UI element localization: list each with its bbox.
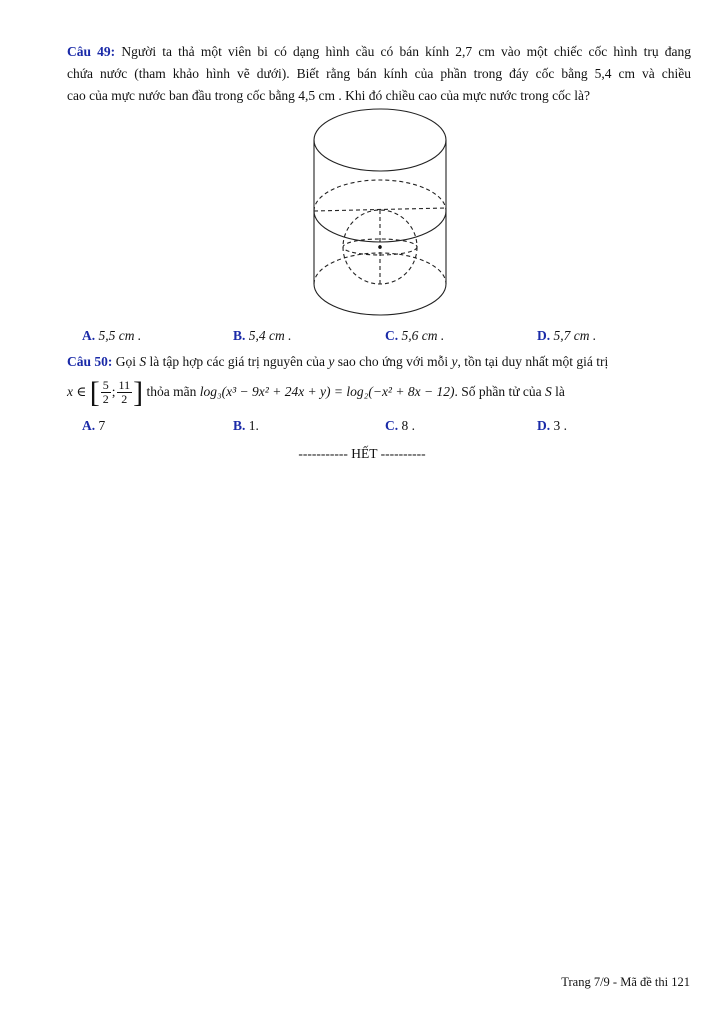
cylinder-top-ellipse: [314, 109, 446, 171]
choice-text: 7: [98, 418, 106, 433]
q50-tail-b: là: [555, 384, 565, 399]
water-level-back: [314, 180, 446, 211]
q50-tail-a: . Số phần tử của: [454, 384, 542, 399]
choice-letter: D.: [537, 328, 551, 343]
q49-line-2: chứa nước (tham khảo hình vẽ dưới). Biết rằng bán kính của phần trong đáy cốc bằng 5,4 cm và chiều: [67, 66, 691, 81]
fraction-2: [117, 379, 133, 406]
q50-text-d: , tồn tại duy nhất một giá trị: [457, 354, 609, 369]
choice-text: 5,4 cm .: [248, 328, 292, 343]
q50-choice-c[interactable]: [385, 418, 415, 434]
choice-letter: C.: [385, 328, 399, 343]
q50-choice-d[interactable]: [537, 418, 567, 434]
q50-choice-b[interactable]: [233, 418, 259, 434]
sphere-center: [378, 245, 382, 249]
var-s: S: [139, 354, 147, 369]
q50-line-1: [67, 351, 691, 373]
q49-line-1: [67, 41, 691, 63]
q50-text-c: sao cho ứng với mỗi: [337, 354, 449, 369]
frac2-num: 11: [118, 378, 131, 393]
frac1-den: 2: [102, 392, 109, 407]
choice-letter: D.: [537, 418, 551, 433]
q49-choice-b[interactable]: [233, 328, 292, 344]
bottom-front: [314, 284, 446, 315]
choice-text: 5,7 cm .: [553, 328, 597, 343]
choice-text: 8 .: [401, 418, 415, 433]
right-bracket: ]: [133, 375, 144, 409]
choice-text: 5,5 cm .: [98, 328, 142, 343]
frac2-den: 2: [121, 392, 128, 407]
page-footer: Trang 7/9 - Mã đề thi 121: [561, 975, 690, 989]
choice-letter: B.: [233, 418, 246, 433]
var-y: y: [328, 354, 335, 369]
q50-choice-a[interactable]: [82, 418, 105, 434]
q50-text-b: là tập hợp các giá trị nguyên của: [149, 354, 325, 369]
q49-choices: [82, 328, 682, 348]
q49-choice-d[interactable]: [537, 328, 596, 344]
var-s-2: S: [545, 384, 552, 399]
choice-text: 3 .: [553, 418, 567, 433]
end-marker: ----------- HẾT ----------: [298, 446, 426, 461]
q49-choice-a[interactable]: [82, 328, 141, 344]
q49-text-1: Người ta thả một viên bi có dạng hình cầu có bán kính 2,7 cm vào một chiếc cốc hình trụ đang: [121, 44, 692, 59]
choice-text: 5,6 cm .: [401, 328, 445, 343]
choice-letter: A.: [82, 328, 96, 343]
choice-letter: B.: [233, 328, 246, 343]
fraction-1: [101, 379, 111, 406]
choice-letter: C.: [385, 418, 399, 433]
frac1-num: 5: [102, 378, 109, 393]
left-bracket: [: [89, 375, 100, 409]
q49-line-3: cao của mực nước ban đầu trong cốc bằng 4,5 cm . Khi đó chiều cao của mực nước trong cốc là?: [67, 88, 590, 103]
choice-text: 1.: [248, 418, 259, 433]
x-in: x ∈: [67, 384, 87, 399]
q50-choices: [82, 418, 682, 438]
q50-label: Câu 50:: [67, 354, 113, 369]
separator: ;: [111, 384, 116, 399]
choice-letter: A.: [82, 418, 96, 433]
q49-choice-c[interactable]: [385, 328, 444, 344]
cylinder-with-sphere-figure: [300, 104, 460, 320]
var-y-2: y: [451, 354, 458, 369]
q49-label: Câu 49:: [67, 44, 116, 59]
q50-satisfy: thỏa mãn: [146, 384, 197, 399]
q50-text-a: Gọi: [115, 354, 137, 369]
q50-line-2: [67, 375, 691, 409]
q50-equation: log₃(x³ − 9x² + 24x + y) = log₂(−x² + 8x − 12): [199, 384, 455, 399]
